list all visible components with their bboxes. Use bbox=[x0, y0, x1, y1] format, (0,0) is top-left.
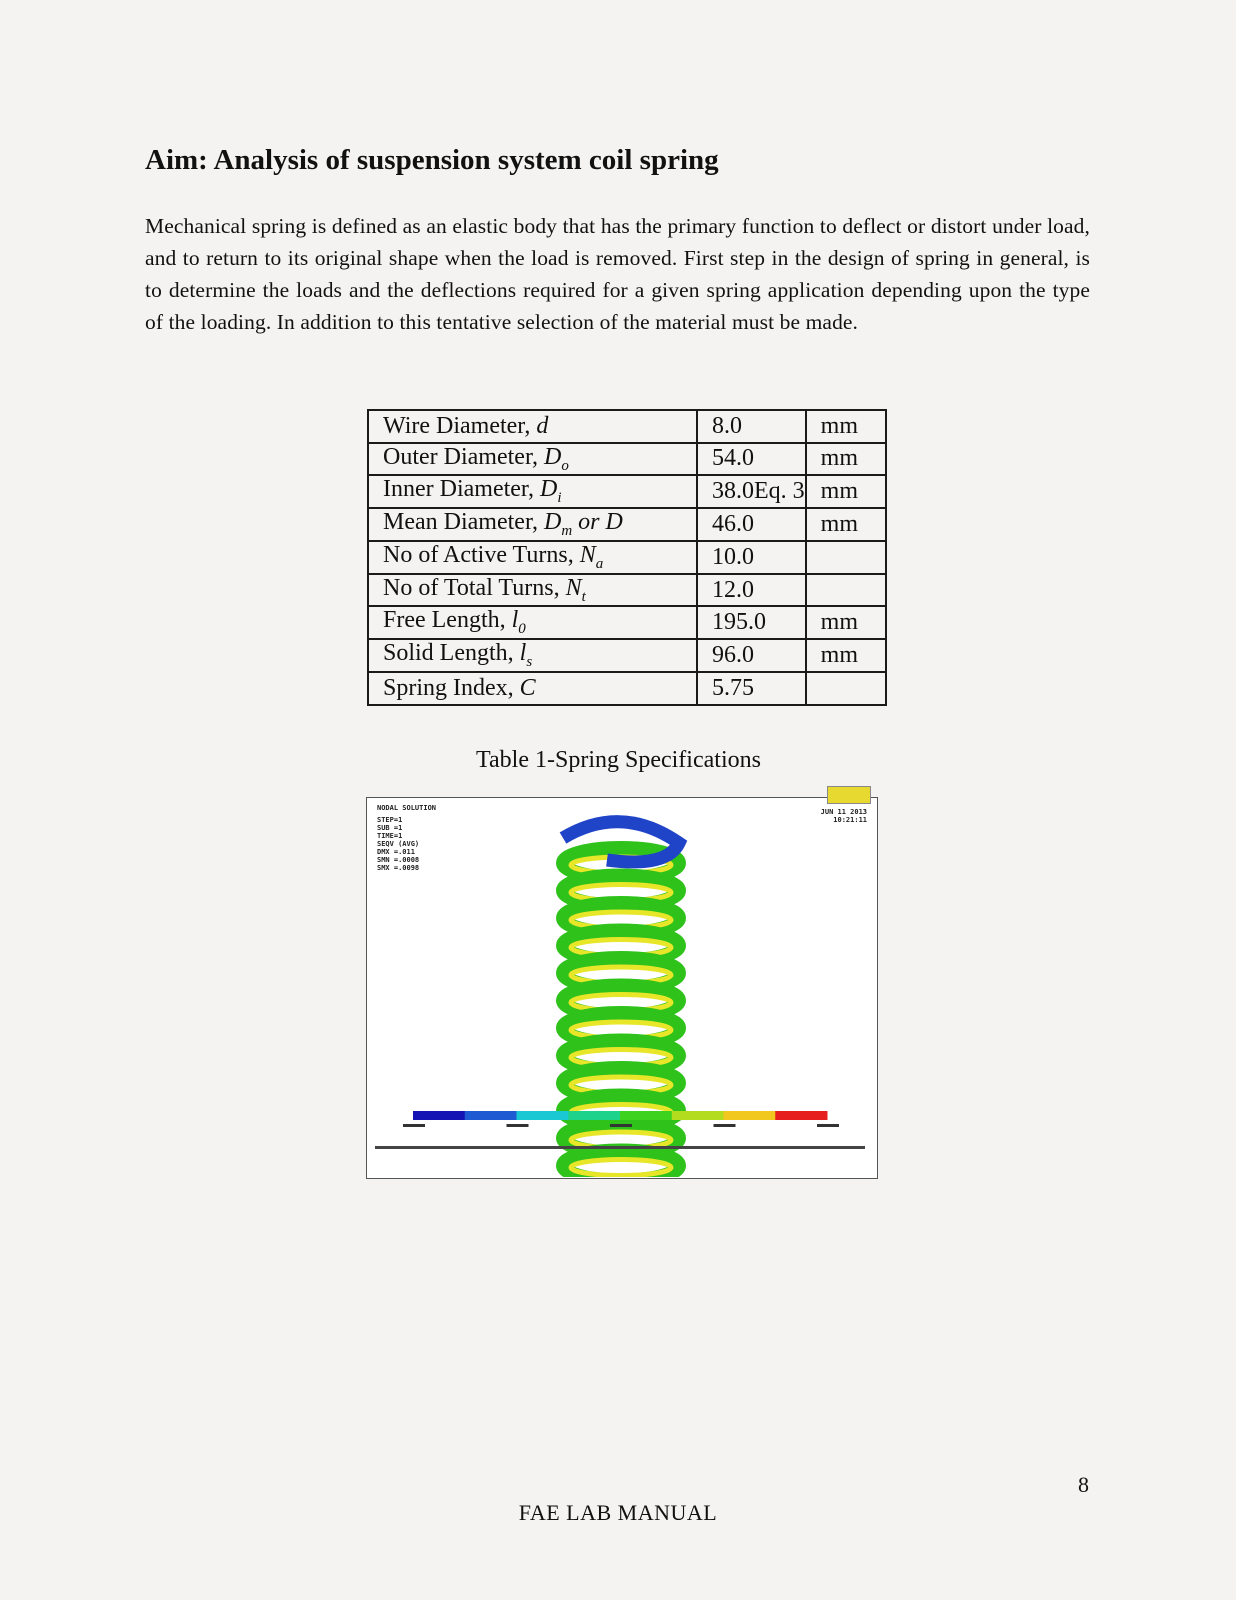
legend-segment bbox=[724, 1111, 776, 1120]
spec-name-cell bbox=[368, 672, 697, 705]
spec-value: 96.0 bbox=[697, 639, 806, 672]
spec-unit: mm bbox=[806, 410, 886, 443]
legend-segment bbox=[517, 1111, 569, 1120]
spec-unit: mm bbox=[806, 639, 886, 672]
spec-symbol: l bbox=[511, 607, 519, 634]
spec-name: Wire Diameter, bbox=[383, 412, 537, 439]
spec-symbol: D bbox=[543, 509, 562, 536]
legend-segment bbox=[775, 1111, 827, 1120]
spec-unit: mm bbox=[806, 606, 886, 639]
spec-unit bbox=[806, 672, 886, 705]
spec-unit: mm bbox=[806, 475, 886, 508]
spec-value: 12.0 bbox=[697, 574, 806, 607]
spec-symbol: d bbox=[536, 412, 549, 439]
legend-segment bbox=[672, 1111, 724, 1120]
spec-value: 38.0Eq. 3 bbox=[697, 475, 806, 508]
spec-name-cell bbox=[368, 475, 697, 508]
spec-unit bbox=[806, 574, 886, 607]
spec-row bbox=[368, 508, 886, 541]
spec-name: Free Length, bbox=[383, 607, 512, 634]
spec-row bbox=[368, 672, 886, 705]
spec-row bbox=[368, 574, 886, 607]
intro-paragraph: Mechanical spring is defined as an elastic body that has the primary function to deflect or distort under load, and to return to its original shape when the load is removed. First step in the design of spring in general, is to determine the loads and the deflections required for a given spring application depending upon the type of the loading. In addition to this tentative selection of the material must be made. bbox=[145, 214, 1090, 334]
spec-symbol: D bbox=[543, 443, 562, 470]
spring-render bbox=[367, 798, 876, 1177]
spec-row bbox=[368, 606, 886, 639]
ansys-logo bbox=[827, 786, 871, 804]
table-caption: Table 1-Spring Specifications bbox=[476, 747, 761, 773]
spec-subscript: i bbox=[557, 490, 562, 507]
spring-stress-figure bbox=[366, 797, 878, 1179]
spec-row bbox=[368, 541, 886, 574]
spec-subscript: t bbox=[581, 588, 586, 605]
coil-highlight bbox=[571, 1160, 671, 1176]
page-heading: Aim: Analysis of suspension system coil spring bbox=[145, 144, 719, 176]
legend-tick-label bbox=[610, 1124, 632, 1127]
spec-value: 10.0 bbox=[697, 541, 806, 574]
figure-path-caption bbox=[375, 1146, 865, 1149]
spec-unit: mm bbox=[806, 443, 886, 476]
spec-name: Outer Diameter, bbox=[383, 443, 544, 470]
spec-symbol: N bbox=[579, 541, 596, 568]
spec-value: 5.75 bbox=[697, 672, 806, 705]
spec-subscript: a bbox=[595, 555, 604, 572]
spec-symbol: l bbox=[519, 640, 527, 667]
legend-tick-label bbox=[817, 1124, 839, 1127]
spec-symbol: N bbox=[565, 574, 582, 601]
legend-tick-label bbox=[714, 1124, 736, 1127]
legend-segment bbox=[568, 1111, 620, 1120]
spec-table bbox=[367, 409, 887, 706]
spec-symbol-alt: or D bbox=[572, 509, 623, 536]
spec-name-cell bbox=[368, 639, 697, 672]
spec-name-cell bbox=[368, 606, 697, 639]
figure-date-block: JUN 11 2013 10:21:11 bbox=[820, 808, 867, 824]
spec-name-cell bbox=[368, 410, 697, 443]
spec-value: 8.0 bbox=[697, 410, 806, 443]
spec-row bbox=[368, 639, 886, 672]
figure-info-block: NODAL SOLUTION STEP=1 SUB =1 TIME=1 SEQV (AVG) DMX =.011 SMN =.0008 SMX =.0098 bbox=[377, 804, 437, 872]
spec-unit: mm bbox=[806, 508, 886, 541]
page-footer: FAE LAB MANUAL bbox=[518, 1500, 718, 1525]
spec-name: Mean Diameter, bbox=[383, 509, 544, 536]
spec-name-cell bbox=[368, 508, 697, 541]
legend-segment bbox=[413, 1111, 465, 1120]
spec-value: 46.0 bbox=[697, 508, 806, 541]
spec-symbol: C bbox=[519, 674, 536, 701]
spec-name: No of Active Turns, bbox=[383, 541, 580, 568]
spec-name: Inner Diameter, bbox=[383, 476, 540, 503]
spec-unit bbox=[806, 541, 886, 574]
spec-name: Spring Index, bbox=[383, 674, 520, 701]
spec-name: Solid Length, bbox=[383, 640, 520, 667]
legend-tick-label bbox=[403, 1124, 425, 1127]
spec-subscript: s bbox=[526, 654, 533, 671]
spec-name-cell bbox=[368, 574, 697, 607]
spec-row bbox=[368, 443, 886, 476]
spec-subscript: 0 bbox=[518, 621, 526, 638]
spec-name-cell bbox=[368, 443, 697, 476]
spec-value: 54.0 bbox=[697, 443, 806, 476]
page-number: 8 bbox=[1078, 1472, 1089, 1497]
spec-row bbox=[368, 410, 886, 443]
spec-value: 195.0 bbox=[697, 606, 806, 639]
spec-subscript: o bbox=[561, 457, 569, 474]
legend-tick-label bbox=[507, 1124, 529, 1127]
spec-name: No of Total Turns, bbox=[383, 574, 566, 601]
spec-row bbox=[368, 475, 886, 508]
spec-symbol: D bbox=[539, 476, 558, 503]
legend-segment bbox=[620, 1111, 672, 1120]
spec-name-cell bbox=[368, 541, 697, 574]
legend-segment bbox=[465, 1111, 517, 1120]
spec-subscript: m bbox=[561, 522, 573, 539]
